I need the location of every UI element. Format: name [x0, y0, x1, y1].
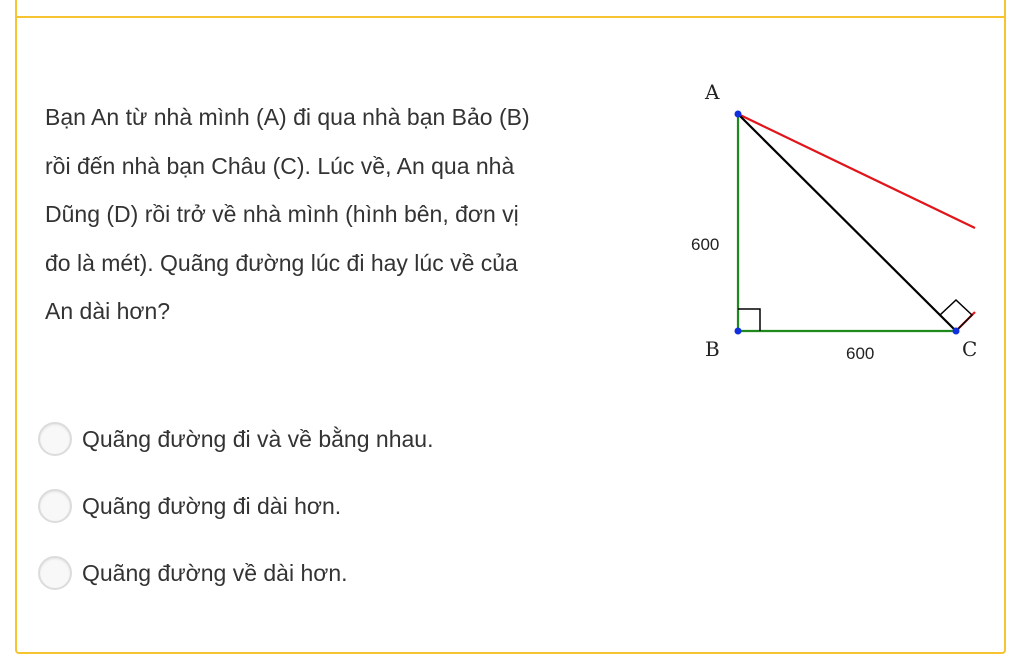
question-line: An dài hơn?: [45, 298, 171, 325]
right-angle-marker-C: [940, 300, 972, 331]
segment-AD: [738, 114, 975, 228]
vertex-label-B: B: [705, 337, 720, 361]
option-label: Quãng đường đi dài hơn.: [82, 492, 342, 519]
radio-button[interactable]: [38, 489, 72, 523]
side-label-BC: 600: [846, 344, 875, 363]
option-label: Quãng đường về dài hơn.: [82, 559, 348, 586]
right-angle-marker-B: [738, 309, 760, 331]
answer-option-going-longer[interactable]: [38, 489, 341, 523]
side-label-AB: 600: [691, 235, 720, 254]
answer-option-equal[interactable]: [38, 422, 433, 456]
question-text: [45, 93, 655, 336]
answer-option-return-longer[interactable]: [38, 556, 348, 590]
card-header-strip: [17, 0, 1004, 18]
vertex-label-A: A: [705, 80, 720, 104]
question-line: rồi đến nhà bạn Châu (C). Lúc về, An qua nhà: [45, 152, 515, 179]
option-label: Quãng đường đi và về bằng nhau.: [82, 425, 434, 452]
question-line: Bạn An từ nhà mình (A) đi qua nhà bạn Bảo (B): [45, 104, 530, 130]
point-A: [735, 111, 742, 118]
point-C: [953, 328, 960, 335]
question-line: đo là mét). Quãng đường lúc đi hay lúc về của: [45, 249, 518, 276]
segment-AC: [738, 114, 956, 331]
radio-button[interactable]: [38, 422, 72, 456]
vertex-label-C: C: [962, 337, 978, 361]
question-line: Dũng (D) rồi trở về nhà mình (hình bên, đơn vị: [45, 201, 519, 228]
triangle-figure: [680, 75, 980, 375]
radio-button[interactable]: [38, 556, 72, 590]
point-B: [735, 328, 742, 335]
